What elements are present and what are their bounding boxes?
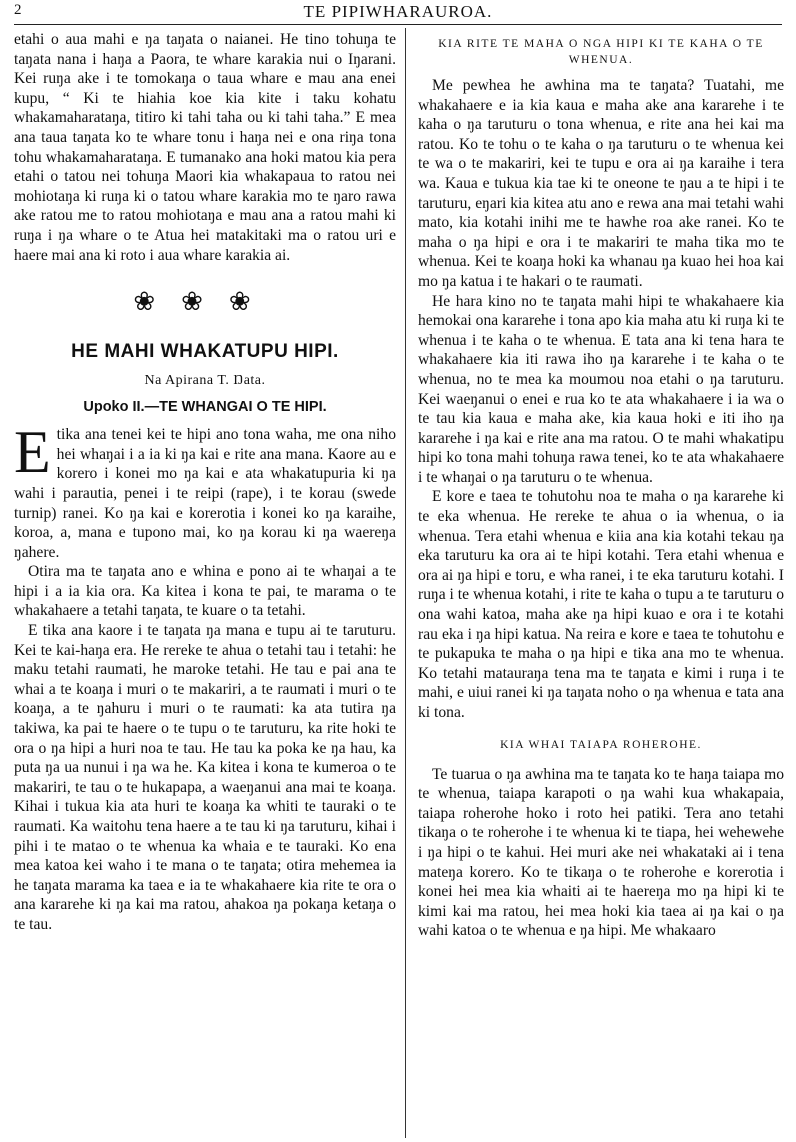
paragraph	[14, 419, 396, 562]
left-column	[14, 30, 396, 1142]
intro-paragraph: etahi o aua mahi e ŋa taŋata o naianei. He tino tohuŋa te taŋata nana i haŋa a Paora, te whare karakia nui o Iŋarani. Kei ruŋa ake i te tomokaŋa o taua whare e mau ana enei kupu, “ Ki te hiahia koe kia kite i taku kohatu whakamaharataŋa, titiro ki tahi taha ou ki tahi taha.” E mea ana taua taŋata ko te whare tonu i haŋa nei e ona riŋa tona tohu whakamaharataŋa. E tumanako ana hoki matou kia pera etahi o tatou nei tohuŋa Maori kia whakapaua to ratou nei mohiotaŋa ki ruŋa ki o tatou whare karakia mo te ŋaro rawa ake ratou me to ratou mohiotaŋa e mau ana a ratou mahi ki ruŋa i ŋa whare o te Atua hei matakitaki ma o ratou uri e haere mai ana ki roto i aua whare karakia ai.	[14, 31, 396, 264]
ornament-divider: ❀❀❀	[133, 287, 277, 317]
section-heading: KIA WHAI TAIAPA ROHEROHE.	[500, 738, 702, 751]
header-rule	[14, 24, 782, 25]
article-title: HE MAHI WHAKATUPU HIPI.	[71, 341, 339, 363]
column-divider	[405, 28, 406, 1138]
right-column	[418, 30, 784, 1142]
page-header	[14, 2, 782, 22]
paragraph: Otira ma te taŋata ano e whina e pono ai te whaŋai a te hipi i a ia kia ora. Ka kitea i kona te pai, te marama o te whakahaere a tetahi taŋata, te kuare o ta tetahi.	[14, 563, 396, 620]
section-heading: KIA RITE TE MAHA O NGA HIPI KI TE KAHA O TE WHENUA.	[438, 38, 764, 66]
paragraph: Me pewhea he awhina ma te taŋata? Tuatahi, me whakahaere e ia kia kaua e maha ake ana kararehe i te kaha o ŋa taruturu o tona whenua, e rite ana hei kai ma ratou. Ko te tohu o te kaha o ŋa taruturu o te whenua kei te wa o te makariri, kei te tupu e ora ai ŋa karaihe i tera wa. Kaua e tukua kia tae ki te oneone te ŋau a te hipi i te taruturu, eŋari kia kitea atu ano e rewa ana mai tetahi wahi mato, kia kotahi inihi me te hawhe roa ake ranei. Ko te maha o ŋa hipi e ora i te makariri te maha tika mo te whenua. Kei te koaŋa hoki ka whanau ŋa kuao hei hoa kai mo ŋa katua i te hakari o te raumati.	[418, 77, 784, 290]
paragraph: E tika ana kaore i te taŋata ŋa mana e tupu ai te taruturu. Kei te kai-haŋa era. He rereke te ahua o tetahi tau i tetahi: he maku tetahi raumati, he maroke tetahi. He tau e pai ana te whai a te koaŋa i muri o te makariri, a te raumati i muri o te koaŋa, a te ŋahuru i muri o te raumati: ka ata tutira ŋa takiwa, ka pai te haere o te tupu o te taruturu, ka rite hoki te ora o ŋa hipi a huri noa te tau. He tau ka poka ke ŋa hau, ka puta ŋa ua nunui i ŋa wa he. Ka kitea i kona te kumeroa o te makariri, te tau o te hukapapa, a waeŋanui ana mai te koaŋa. Kihai i tukua kia ata huri te koaŋa ka whiti te tauraki o te raumati. Ka waitohu tena haere a te tau ki ŋa taruturu, kihai i pihi i te matao o te whenua ka whaia e te tauraki. Ko ena mea katoa kei waho i te mana o te taŋata; otira mehemea ia he taŋata marama ka taea e ia te whakahaere kia rite te ora o ana kararehe ki ŋa kai ma ratou, ahakoa ŋa pokaŋa ketaŋa o te tau.	[14, 622, 396, 933]
paragraph-text: tika ana tenei kei te hipi ano tona waha, me ona niho hei whaŋai i a ia ki ŋa kai e rite ana mana. Kaore au e korero i konei mo ŋa kai e ata whakatupuria ki ŋa wahi i parautia, penei i te reipi (rape), i te korau (swede turnip) ranei. Ko ŋa kai e korerotia i konei ko ŋa karaihe, koroa, a, mana e tupono mai, ko ŋa korau ki ŋa waereŋa ŋahere.	[14, 426, 396, 561]
paragraph: E kore e taea te tohutohu noa te maha o ŋa kararehe ki te eka whenua. He rereke te ahua o ia whenua, o ia whenua. Tera etahi whenua e kiia ana kia kotahi tekau ŋa eka taruturu ka ora ai te hipi kotahi. Tera etahi whenua e ora ai ŋa hipi e toru, e wha ranei, i te eka taruturu kotahi. I ruŋa i te whenua kotahi, i rite te kaha o tupu a te taruturu o ona wahi katoa, maha ake ŋa hipi kuao e ora i te kotahi rau eka i ŋa hipi katua. Na reira e kore e taea te tohutohu e te pukapuka te maha o ŋa hipi e tika ana mo te whenua. Ko tetahi matauraŋa tena ma te taŋata e kimi i ruŋa i te mahi, e uiui ranei ki ŋa taŋata noho o ŋa whenua e tata ana ki tona.	[418, 488, 784, 721]
page-number: 2	[14, 2, 22, 18]
paragraph: He hara kino no te taŋata mahi hipi te whakahaere kia hemokai ona kararehe i tona apo kia maha atu ki ruŋa ki te whenua i te kaha o te whenua. E tata ana ki tena hara te whakahaere kia iti rawa iho ŋa kararehe i te kaha o te whenua, no te mea ka moumou noa etahi o ŋa taruturu. Kei waeŋanui o enei e rua ko te ata whakahaere i ia wa o te tau kia kaua e maha ake, kia kaua hoki e iti iho ŋa kararehe i ŋa kai e rite ana ma ratou. O te mahi whakatipu hipi ko tona mahi tohuŋa rawa tenei, ko te ata whakahaere i te whaŋai o ŋa taruturu o te whenua.	[418, 292, 784, 486]
drop-cap: E	[14, 419, 51, 486]
chapter-heading: Upoko II.—TE WHANGAI O TE HIPI.	[83, 399, 327, 416]
article-byline: Na Apirana T. Ŋata.	[144, 373, 266, 389]
masthead-title: TE PIPIWHARAUROA.	[303, 2, 493, 21]
paragraph: Te tuarua o ŋa awhina ma te taŋata ko te haŋa taiapa mo te whenua, taiapa karapoti o ŋa wahi kua whakapaia, taiapa roherohe hoko i roto hei patiki. Tera ano tetahi tikaŋa o te roherohe i te whenua ki te tiapa, hei wehewehe i ŋa hipi o te kahui. Hei muri ake nei whakataki ai i tena mateŋa korero. Ko te tikaŋa o te roherohe e korerotia i konei hei mea kia whaiti ai te haereŋa mo ŋa hipi ki te kimi kai ma ratou, hei mea hoki kia taea ai ŋa kai o ŋa wahi katoa o te whenua e ŋa hipi. Me whakaaro	[418, 765, 784, 940]
